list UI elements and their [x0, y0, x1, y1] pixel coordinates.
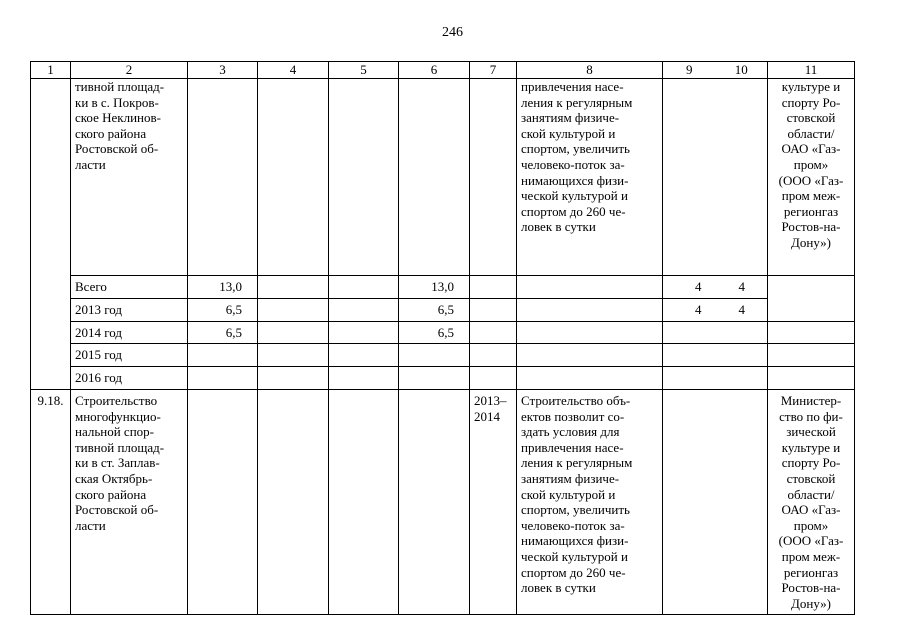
header-cell: 3 [188, 62, 258, 79]
table-cell [470, 367, 517, 390]
funding-row [31, 298, 855, 321]
year-label: Всего [71, 276, 188, 299]
table-cell [663, 367, 716, 390]
header-cell: 6 [399, 62, 470, 79]
table-cell [470, 344, 517, 367]
table-cell [663, 321, 716, 344]
funding-row [31, 367, 855, 390]
table-cell [188, 389, 258, 614]
table-cell [716, 344, 768, 367]
result-description-cell: Строительство объ- ектов позволит со- здать условия для привлечения насе- ления к регулярным занятиям физиче- ской культурой и спортом, увеличить человеко-поток за- нимающихся физи- ческой культурой и спортом до 260 че- ловек в сутки [517, 389, 663, 614]
table-cell [663, 389, 716, 614]
table-cell [470, 276, 517, 299]
table-cell [517, 276, 663, 299]
table-cell [329, 367, 399, 390]
header-cell: 1 [31, 62, 71, 79]
header-cell: 9 [663, 62, 716, 79]
table-cell [329, 79, 399, 276]
table-cell [663, 344, 716, 367]
year-label: 2014 год [71, 321, 188, 344]
result-description-cell: привлечения насе- ления к регулярным занятиям физиче- ской культурой и спортом, увеличить человеко-поток за- нимающихся физи- ческой культурой и спортом до 260 че- ловек в сутки [517, 79, 663, 276]
header-cell: 4 [258, 62, 329, 79]
year-label: 2015 год [71, 344, 188, 367]
executor-cell: Министер- ство по фи- зической культуре и спорту Ро- стовской области/ ОАО «Газ- пром» (ООО «Газ- пром меж- регионгаз Ростов-на- Дону») [768, 389, 855, 614]
table-cell [188, 344, 258, 367]
page-number: 246 [442, 25, 463, 40]
table-cell [258, 276, 329, 299]
table-cell [716, 367, 768, 390]
header-cell: 2 [71, 62, 188, 79]
table-cell [716, 79, 768, 276]
funding-row [31, 276, 855, 299]
year-label: 2016 год [71, 367, 188, 390]
funding-row [31, 344, 855, 367]
table-cell [329, 276, 399, 299]
header-cell: 7 [470, 62, 517, 79]
indicator-value: 4 [716, 276, 768, 299]
table-cell [768, 367, 855, 390]
object-name-cell: тивной площад- ки в с. Покров- ское Неклинов- ского района Ростовской об- ласти [71, 79, 188, 276]
funding-value: 13,0 [399, 276, 470, 299]
indicator-value: 4 [716, 298, 768, 321]
table-cell [663, 79, 716, 276]
executor-cell: культуре и спорту Ро- стовской области/ ОАО «Газ- пром» (ООО «Газ- пром меж- регионгаз Ростов-на- Дону») [768, 79, 855, 276]
table-cell [188, 367, 258, 390]
funding-value: 6,5 [188, 298, 258, 321]
table-cell [188, 79, 258, 276]
table-cell [258, 389, 329, 614]
funding-row [31, 321, 855, 344]
table-cell [716, 321, 768, 344]
table-cell [399, 367, 470, 390]
object-name-cell: Строительство многофункцио- нальной спор- тивной площад- ки в ст. Заплав- ская Октябрь- ского района Ростовской об- ласти [71, 389, 188, 614]
table-row [31, 79, 855, 276]
table-cell [258, 321, 329, 344]
funding-value: 6,5 [188, 321, 258, 344]
table-cell [329, 389, 399, 614]
table-cell [329, 298, 399, 321]
measures-table [30, 61, 855, 615]
header-cell: 8 [517, 62, 663, 79]
table-row [31, 389, 855, 614]
table-cell [517, 344, 663, 367]
table-cell [517, 367, 663, 390]
funding-value: 6,5 [399, 298, 470, 321]
table-cell [258, 367, 329, 390]
header-row [31, 62, 855, 79]
table-cell [716, 389, 768, 614]
header-cell: 10 [716, 62, 768, 79]
table-cell [517, 321, 663, 344]
table-cell [768, 276, 855, 322]
header-cell: 5 [329, 62, 399, 79]
table-cell [329, 321, 399, 344]
table-cell [258, 79, 329, 276]
table-cell [399, 79, 470, 276]
table-cell [768, 321, 855, 344]
table-cell [399, 344, 470, 367]
table-cell [329, 344, 399, 367]
table-cell [470, 298, 517, 321]
table-cell [768, 344, 855, 367]
funding-value: 6,5 [399, 321, 470, 344]
table-cell [470, 321, 517, 344]
header-cell: 11 [768, 62, 855, 79]
table-cell [258, 298, 329, 321]
table-cell [399, 389, 470, 614]
table-cell [470, 79, 517, 276]
indicator-value: 4 [663, 276, 716, 299]
period-cell: 2013– 2014 [470, 389, 517, 614]
row-number-cell [31, 79, 71, 390]
table-cell [517, 298, 663, 321]
funding-value: 13,0 [188, 276, 258, 299]
table-cell [258, 344, 329, 367]
indicator-value: 4 [663, 298, 716, 321]
year-label: 2013 год [71, 298, 188, 321]
row-number-cell: 9.18. [31, 389, 71, 614]
